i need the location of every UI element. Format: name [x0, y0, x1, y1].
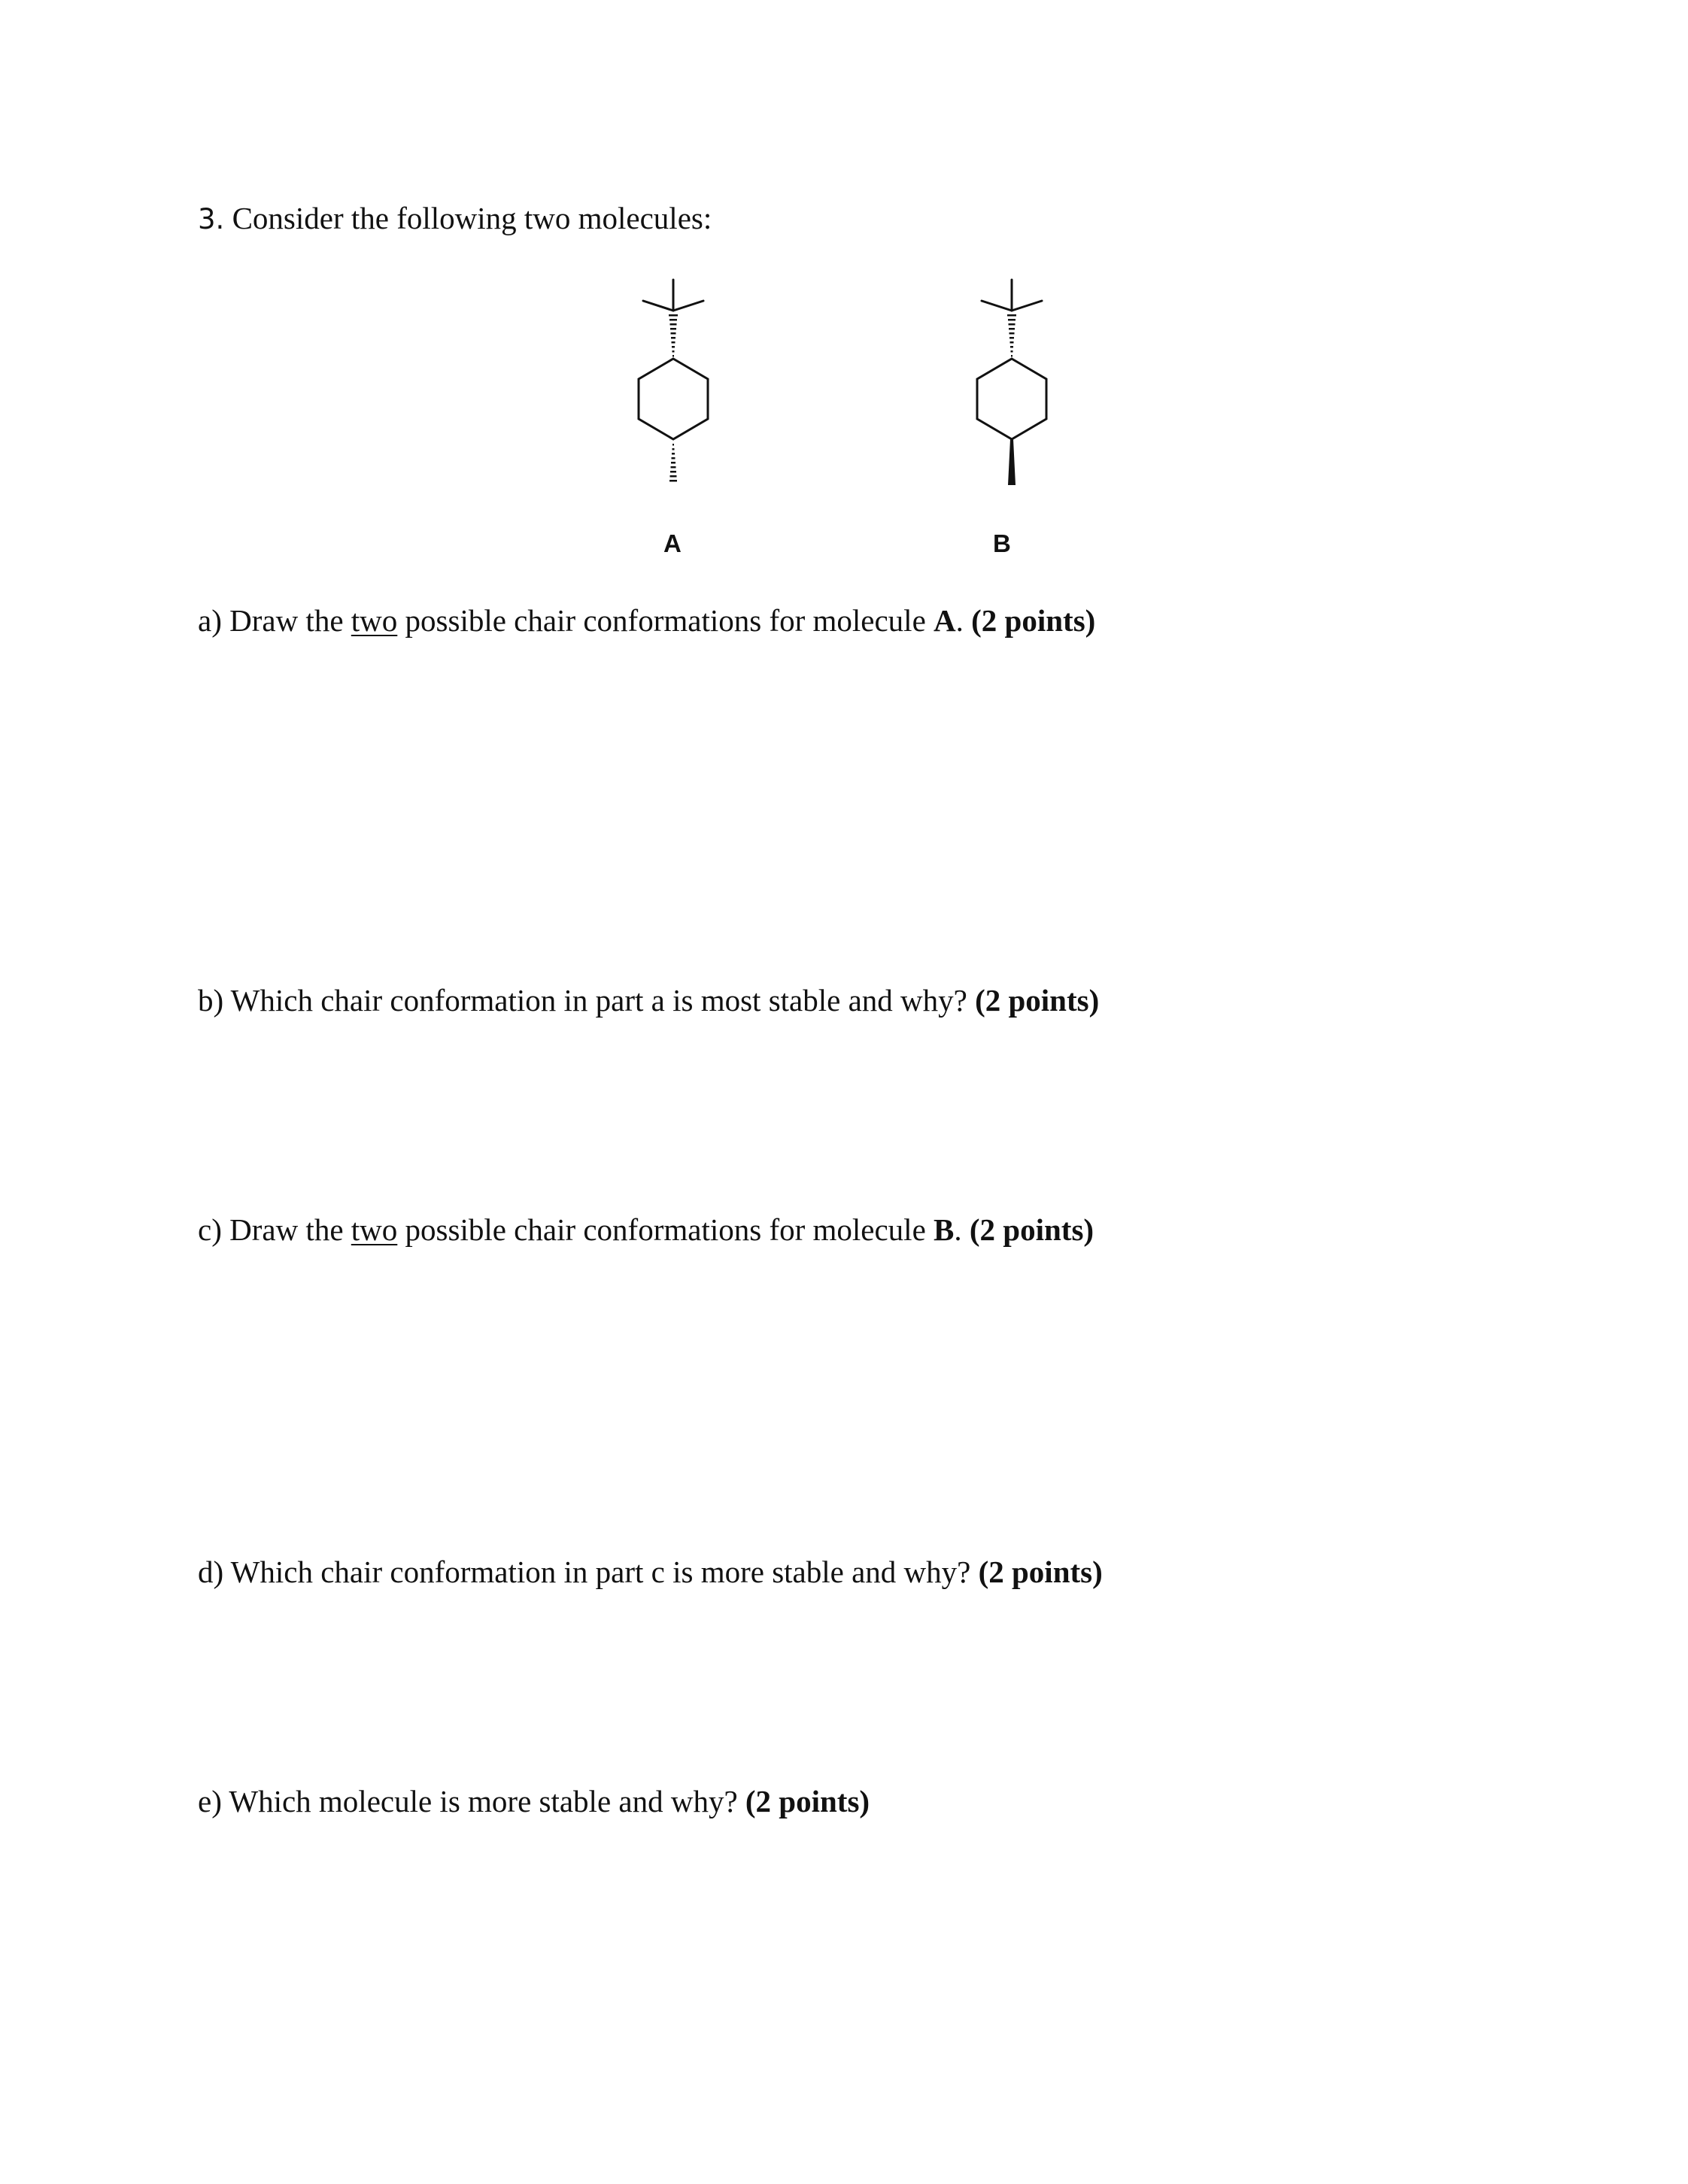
cyclohexane-ring	[977, 359, 1046, 439]
part-a-molecule: A	[934, 603, 956, 638]
part-c-points: (2 points)	[969, 1212, 1094, 1247]
part-a-label: a)	[198, 603, 222, 638]
molecule-a-label: A	[663, 529, 682, 557]
part-e-points: (2 points)	[745, 1784, 870, 1818]
part-c-post: .	[954, 1212, 962, 1247]
part-a-pre: Draw the	[229, 603, 344, 638]
question-number: 3.	[198, 203, 225, 235]
part-c-pre: Draw the	[229, 1212, 344, 1247]
molecule-a-structure	[617, 271, 730, 489]
part-a-underlined: two	[351, 603, 398, 638]
tbutyl-arm-right	[673, 301, 703, 311]
question-prompt: Consider the following two molecules:	[232, 201, 712, 235]
hashed-bond-top	[669, 314, 678, 357]
cyclohexane-ring	[639, 359, 708, 439]
part-d-label: d)	[198, 1555, 224, 1589]
wedge-bond-bottom-methyl	[1008, 439, 1016, 485]
tbutyl-arm-left	[643, 301, 673, 311]
part-d-points: (2 points)	[978, 1555, 1103, 1589]
part-a-post: .	[955, 603, 964, 638]
molecule-b-label: B	[993, 529, 1011, 557]
part-a	[198, 605, 1095, 636]
part-e	[198, 1786, 870, 1817]
part-b	[198, 985, 1099, 1016]
part-b-points: (2 points)	[975, 983, 1100, 1018]
hashed-bond-top	[1007, 314, 1016, 357]
part-c-molecule: B	[934, 1212, 955, 1247]
part-c-mid: possible chair conformations for molecule	[405, 1212, 926, 1247]
part-b-label: b)	[198, 983, 224, 1018]
part-c-label: c)	[198, 1212, 222, 1247]
part-d	[198, 1557, 1103, 1588]
part-d-text: Which chair conformation in part c is more stable and why?	[230, 1555, 971, 1589]
part-e-label: e)	[198, 1784, 222, 1818]
hashed-bond-bottom-methyl	[669, 444, 677, 482]
part-a-mid: possible chair conformations for molecule	[405, 603, 926, 638]
molecule-b-structure	[955, 271, 1068, 489]
part-a-points: (2 points)	[971, 603, 1096, 638]
part-c-underlined: two	[351, 1212, 398, 1247]
tbutyl-arm-left	[982, 301, 1012, 311]
part-e-text: Which molecule is more stable and why?	[229, 1784, 738, 1818]
tbutyl-arm-right	[1012, 301, 1042, 311]
question-header	[198, 203, 712, 234]
part-c	[198, 1212, 1094, 1247]
part-b-text: Which chair conformation in part a is most stable and why?	[230, 983, 967, 1018]
